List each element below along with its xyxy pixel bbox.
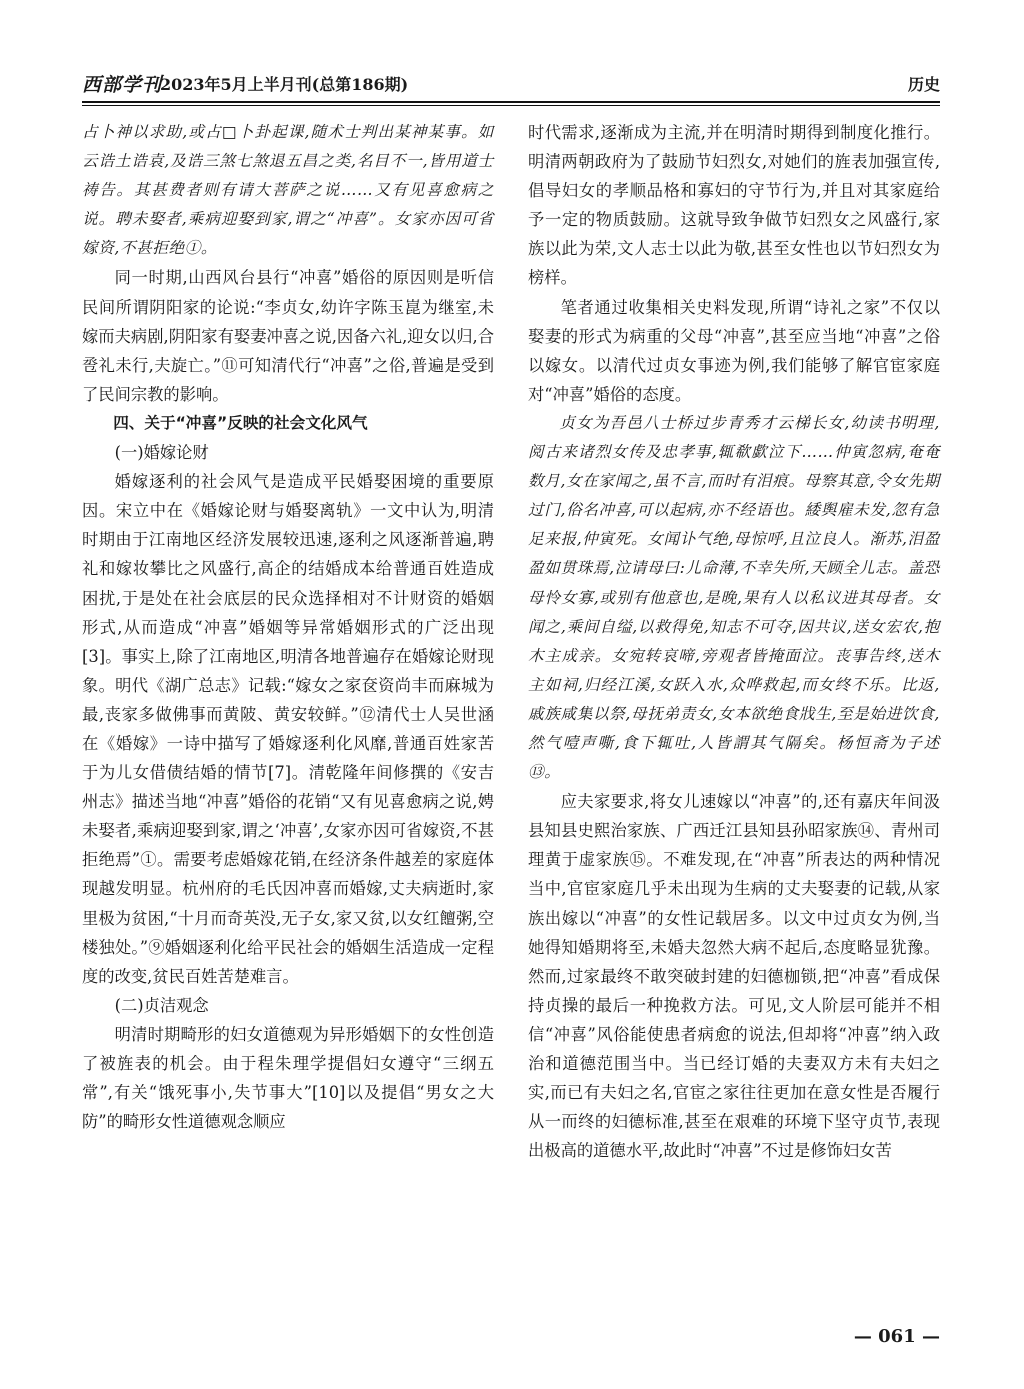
header-rule-thick bbox=[82, 101, 940, 103]
journal-logo: 西部学刊 bbox=[82, 74, 163, 96]
body-paragraph: 明清时期畸形的妇女道德观为异形婚姻下的女性创造了被旌表的机会。由于程朱理学提倡妇女遵守“三纲五常”,有关“饿死事小,失节事大”[10]以及提倡“男女之大防”的畸形女性道德观念顺应 bbox=[82, 1024, 494, 1132]
body-paragraph: 婚嫁逐利的社会风气是造成平民婚娶困境的重要原因。宋立中在《婚嫁论财与婚娶离轨》一文中认为,明清时期由于江南地区经济发展较迅速,逐利之风逐渐普遍,聘礼和嫁妆攀比之风盛行,高企的结婚成本给普通百姓造成困扰,于是处在社会底层的民众选择相对不计财资的婚姻形式,从而造成“冲喜”婚姻等异常婚姻形式的广泛出现[3]。事实上,除了江南地区,明清各地普遍存在婚嫁论财现象。明代《湖广总志》记载:“嫁女之家奁资尚丰而麻城为最,丧家多做佛事而黄陂、黄安较鲜。”⑫清代士人吴世涵在《婚嫁》一诗中描写了婚嫁逐利化风靡,普通百姓家苦于为儿女借债结婚的情节[7]。清乾隆年间修撰的《安吉州志》描述当地“冲喜”婚俗的花销“又有见喜愈病之说,娉未娶者,乘病迎娶到家,谓之‘冲喜’,女家亦因可省嫁资,不甚拒绝焉”①。需要考虑婚嫁花销,在经济条件越差的家庭体现越发明显。杭州府的毛氏因冲喜而婚嫁,丈夫病逝时,家里极为贫困,“十月而奇英没,无子女,家又贫,以女红饘粥,空楼独处。”⑨婚姻逐利化给平民社会的婚姻生活造成一定程度的改变,贫民百姓苦楚难言。 bbox=[82, 472, 494, 986]
section-title: 历史 bbox=[907, 75, 940, 94]
body-paragraph: 笔者通过收集相关史料发现,所谓“诗礼之家”不仅以娶妻的形式为病重的父母“冲喜”,甚至应当地“冲喜”之俗以嫁女。以清代过贞女事迹为例,我们能够了解官宦家庭对“冲喜”婚俗的态度。 bbox=[528, 297, 940, 404]
body-paragraph: 时代需求,逐渐成为主流,并在明清时期得到制度化推行。明清两朝政府为了鼓励节妇烈女,对她们的旌表加强宣传,倡导妇女的孝顺品格和寡妇的守节行为,并且对其家庭给予一定的物质鼓励。这就导致争做节妇烈女之风盛行,家族以此为荣,文人志士以此为敬,甚至女性也以节妇烈女为榜样。 bbox=[528, 123, 940, 288]
running-header bbox=[82, 70, 940, 98]
subsection-heading: (一)婚嫁论财 bbox=[114, 443, 209, 463]
section-heading: 四、关于“冲喜”反映的社会文化风气 bbox=[113, 413, 368, 432]
subsection-heading: (二)贞洁观念 bbox=[114, 995, 209, 1015]
quote-paragraph: 占卜神以求助,或占□卜卦起课,随术士判出某神某事。如云诰土诰袁,及诰三煞七煞退五昌之类,名目不一,皆用道士祷告。其甚费者则有请大菩萨之说……又有见喜愈病之说。聘未娶者,乘病迎娶到家,谓之“冲喜”。女家亦因可省嫁资,不甚拒绝①。 bbox=[82, 123, 494, 258]
left-column bbox=[82, 118, 494, 1136]
quote-paragraph: 贞女为吾邑八士桥过步青秀才云梯长女,幼读书明理,阅古来诸烈女传及忠孝事,辄欷歔泣下……仲寅忽病,奄奄数月,女在家闻之,虽不言,而时有泪痕。母察其意,令女先期过门,俗名冲喜,可以起病,亦不经语也。緌舆雇未发,忽有急足来报,仲寅死。女闻讣气绝,母惊呼,且泣良人。渐苏,泪盈盈如贯珠焉,泣请母曰:儿命薄,不幸失所,天顾全儿志。盖恐母怜女寡,或别有他意也,是晚,果有人以私议进其母者。女闻之,乘间自缢,以救得免,知志不可夺,因共议,送女宏农,抱木主成亲。女宛转哀啼,旁观者皆掩面泣。丧事告终,送木主如祠,归经江溪,女跃入水,众哗救起,而女终不乐。比返,戚族咸集以祭,母抚弟责女,女本欲绝食戕生,至是始进饮食,然气噎声嘶,食下辄吐,人皆謂其气隔矣。杨恒斋为子述⑬。 bbox=[528, 413, 940, 782]
body-paragraph: 同一时期,山西风台县行“冲喜”婚俗的原因则是听信民间所谓阴阳家的论说:“李贞女,幼许字陈玉崑为继室,未嫁而夫病剧,阴阳家有娶妻冲喜之说,因备六礼,迎女以归,合卺礼未行,夫旋亡。”⑪可知清代行“冲喜”之俗,普遍是受到了民间宗教的影响。 bbox=[82, 268, 494, 404]
right-column bbox=[528, 118, 940, 1165]
page-number: — 061 — bbox=[853, 1326, 940, 1347]
header-rule-thin bbox=[82, 105, 940, 106]
body-paragraph: 应夫家要求,将女儿速嫁以“冲喜”的,还有嘉庆年间汲县知县史熙治家族、广西迁江县知县孙昭家族⑭、青州司理黄于虚家族⑮。不难发现,在“冲喜”所表达的两种情况当中,官宦家庭几乎未出现为生病的丈夫娶妻的记载,从家族出嫁以“冲喜”的女性记载居多。以文中过贞女为例,当她得知婚期将至,未婚夫忽然大病不起后,态度略显犹豫。然而,过家最终不敢突破封建的妇德枷锁,把“冲喜”看成保持贞操的最后一种挽救方法。可见,文人阶层可能并不相信“冲喜”风俗能使患者病愈的说法,但却将“冲喜”纳入政治和道德范围当中。当已经订婚的夫妻双方未有夫妇之实,而已有夫妇之名,官宦之家往往更加在意女性是否履行从一而终的妇德标准,甚至在艰难的环境下坚守贞节,表现出极高的道德水平,故此时“冲喜”不过是修饰妇女苦 bbox=[528, 792, 940, 1161]
issue-info: 2023年5月上半月刊(总第186期) bbox=[160, 75, 409, 94]
